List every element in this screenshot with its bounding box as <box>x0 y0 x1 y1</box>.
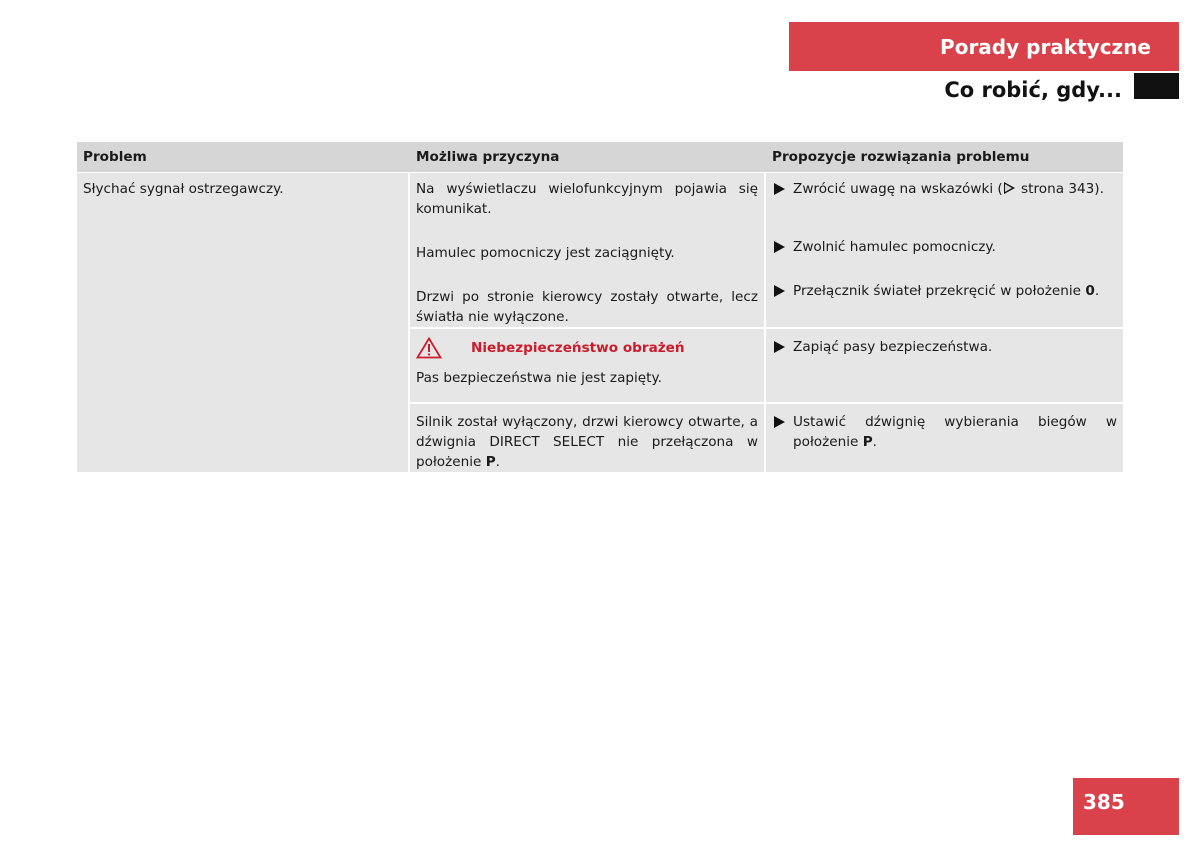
problem-text: Słychać sygnał ostrzegawczy. <box>83 181 284 197</box>
warning-triangle-icon <box>416 337 442 359</box>
subsection-title: Co robić, gdy... <box>944 78 1122 102</box>
triangle-bullet-icon <box>774 285 785 297</box>
solution-cell <box>766 402 1123 472</box>
cause-text-part: Silnik został wyłączony, drzwi kierowcy otwarte, a dźwignia DIRECT SELECT nie przełączona w położenie <box>416 414 758 470</box>
solution-text-part: Zwrócić uwagę na wskazówki ( <box>793 181 1003 197</box>
header-solution: Propozycje rozwiązania problemu <box>766 142 1123 173</box>
triangle-bullet-icon <box>774 241 785 253</box>
solution-item <box>772 173 1117 213</box>
cause-text-bold: P <box>485 454 496 470</box>
solution-text-part: strona 343). <box>1016 181 1104 197</box>
solution-text-bold: P <box>862 434 873 450</box>
solution-text <box>793 281 1117 301</box>
solution-text: Zapiąć pasy bezpieczeństwa. <box>793 339 993 355</box>
header-problem: Problem <box>77 142 410 173</box>
solution-text-part: Ustawić dźwignię wybierania biegów w położenie <box>793 414 1117 450</box>
section-banner <box>789 22 1179 71</box>
warning-header <box>416 329 758 359</box>
cause-text: Na wyświetlaczu wielofunkcyjnym pojawia się komunikat. <box>416 181 758 217</box>
solution-item <box>772 231 1117 257</box>
solution-cell <box>766 173 1123 327</box>
solution-text-part: . <box>1094 283 1100 299</box>
triangle-bullet-icon <box>774 341 785 353</box>
cause-text: Drzwi po stronie kierowcy zostały otwarte, lecz światła nie wyłączone. <box>416 289 758 325</box>
triangle-bullet-icon <box>774 183 785 195</box>
solution-text-part: Przełącznik świateł przekręcić w położenie <box>793 283 1086 299</box>
solution-text <box>793 412 1117 452</box>
solution-item <box>772 275 1117 315</box>
table-row <box>77 173 1123 327</box>
solution-text <box>793 179 1117 199</box>
solution-item <box>772 329 1117 357</box>
problem-cell <box>77 173 410 472</box>
cause-text-part: . <box>495 454 500 470</box>
cause-text: Hamulec pomocniczy jest zaciągnięty. <box>416 245 675 261</box>
table-header-row <box>77 142 1123 173</box>
subsection-marker <box>1134 73 1179 99</box>
page-reference-arrow-icon <box>1004 182 1015 194</box>
solution-text-part: . <box>872 434 877 450</box>
cause-text: Pas bezpieczeństwa nie jest zapięty. <box>416 370 662 386</box>
troubleshooting-table <box>77 142 1123 472</box>
solution-cell <box>766 327 1123 402</box>
cause-cell <box>410 402 766 472</box>
solution-item <box>772 404 1117 452</box>
solution-text: Zwolnić hamulec pomocniczy. <box>793 239 996 255</box>
header-cause: Możliwa przyczyna <box>410 142 766 173</box>
warning-label: Niebezpieczeństwo obrażeń <box>471 340 685 356</box>
solution-text-bold: 0 <box>1085 283 1095 299</box>
page-number: 385 <box>1073 778 1179 835</box>
cause-cell <box>410 327 766 402</box>
triangle-bullet-icon <box>774 416 785 428</box>
cause-text <box>416 404 758 472</box>
section-title: Porady praktyczne <box>940 34 1151 59</box>
cause-cell <box>410 173 766 327</box>
